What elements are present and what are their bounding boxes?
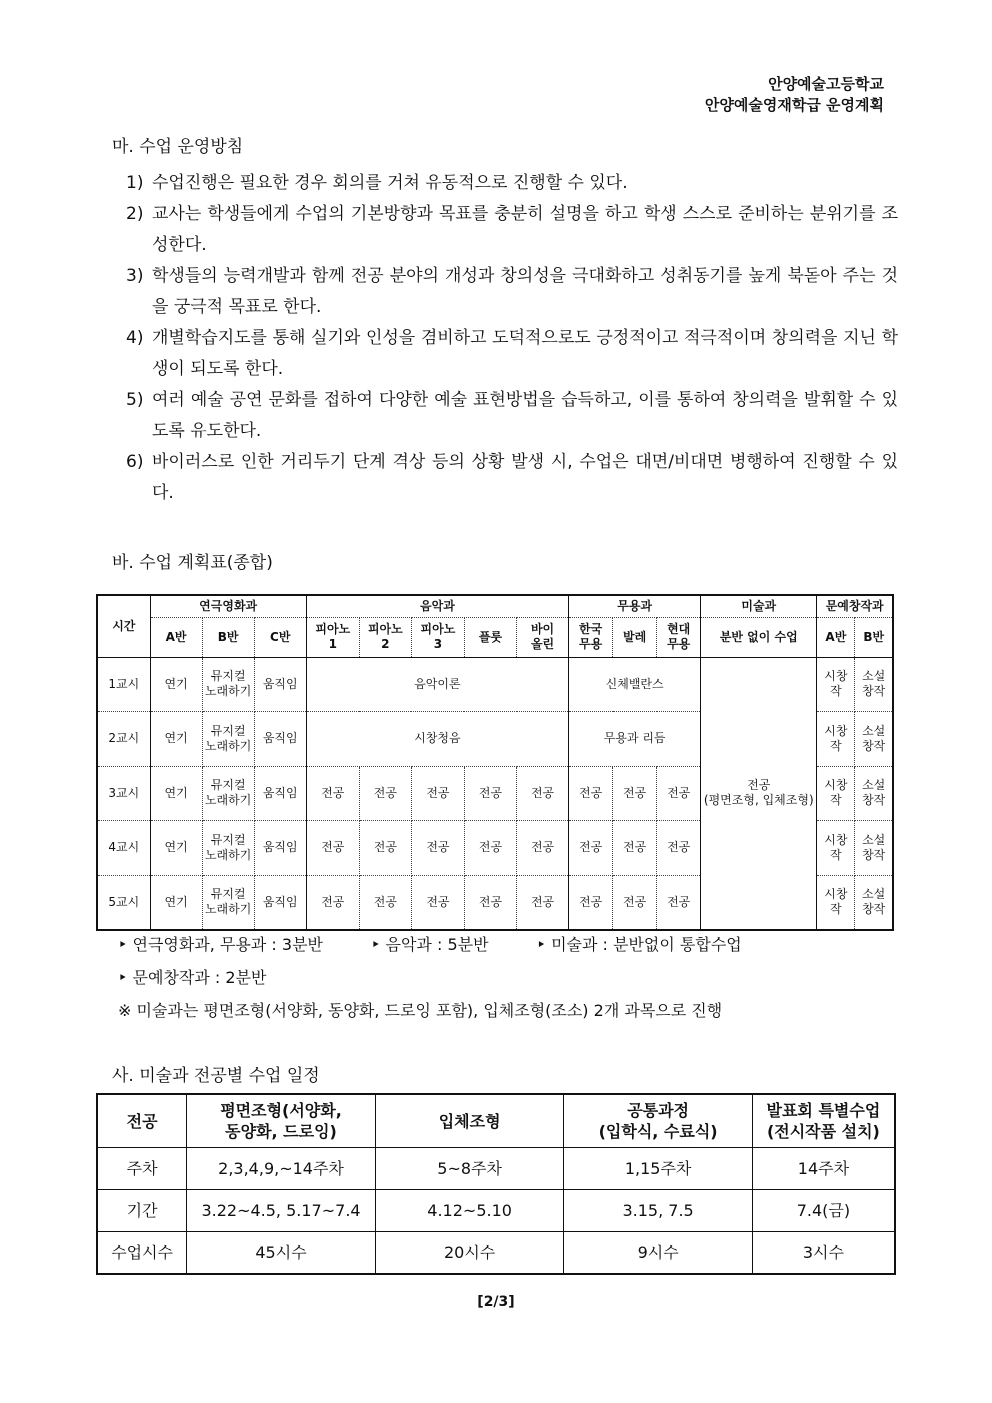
section-ba-title: 바. 수업 계획표(종합) — [112, 553, 273, 573]
art-row — [97, 1190, 895, 1232]
dept-writing: 문예창작과 — [817, 595, 893, 617]
subhead-p2: 피아노 2 — [359, 617, 411, 657]
policy-list — [126, 168, 898, 509]
subhead-p3: 피아노 3 — [411, 617, 464, 657]
cell-poetry: 시창 작 — [817, 875, 855, 930]
art-col-header: 전공 — [97, 1094, 187, 1148]
cell-music-major: 전공 — [306, 875, 359, 930]
art-cell: 3시수 — [752, 1232, 895, 1275]
note-music: ‣ 음악과 : 5분반 — [371, 935, 489, 954]
note-theater-dance: ‣ 연극영화과, 무용과 : 3분반 — [118, 935, 323, 954]
cell-acting: 연기 — [150, 712, 202, 767]
cell-ear-training: 시창청음 — [306, 712, 568, 767]
school-name: 안양예술고등학교 — [768, 75, 884, 93]
cell-poetry: 시창 작 — [817, 657, 855, 712]
cell-musical: 뮤지컬 노래하기 — [202, 657, 254, 712]
art-major-schedule-table — [96, 1093, 896, 1275]
cell-dance-major: 전공 — [657, 766, 701, 821]
policy-item — [126, 261, 898, 323]
policy-number: 6) — [126, 452, 144, 472]
note-art: ‣ 미술과 : 분반없이 통합수업 — [536, 935, 742, 954]
note-art-subjects: ※ 미술과는 평면조형(서양화, 동양화, 드로잉 포함), 입체조형(조소) 2개 과목으로 진행 — [118, 1001, 723, 1020]
period-label: 1교시 — [97, 657, 150, 712]
cell-musical: 뮤지컬 노래하기 — [202, 712, 254, 767]
policy-item — [126, 168, 898, 199]
subhead-a: A반 — [150, 617, 202, 657]
cell-music-major: 전공 — [411, 875, 464, 930]
policy-item — [126, 323, 898, 385]
cell-acting: 연기 — [150, 766, 202, 821]
document-header — [705, 74, 884, 116]
cell-dance-major: 전공 — [657, 821, 701, 876]
subhead-wb: B반 — [855, 617, 893, 657]
dept-music: 음악과 — [306, 595, 568, 617]
art-cell: 3.22~4.5, 5.17~7.4 — [187, 1190, 376, 1232]
subhead-violin: 바이 올린 — [517, 617, 569, 657]
art-col-header: 공통과정 (입학식, 수료식) — [564, 1094, 752, 1148]
cell-music-major: 전공 — [411, 821, 464, 876]
cell-music-major: 전공 — [464, 821, 516, 876]
policy-text: 수업진행은 필요한 경우 회의를 거쳐 유동적으로 진행할 수 있다. — [152, 173, 628, 193]
subhead-p1: 피아노 1 — [306, 617, 359, 657]
cell-musical: 뮤지컬 노래하기 — [202, 821, 254, 876]
cell-musical: 뮤지컬 노래하기 — [202, 766, 254, 821]
cell-movement: 움직임 — [254, 766, 306, 821]
cell-acting: 연기 — [150, 821, 202, 876]
policy-item — [126, 385, 898, 447]
cell-music-major: 전공 — [464, 875, 516, 930]
cell-movement: 움직임 — [254, 875, 306, 930]
art-col-header: 발표회 특별수업 (전시작품 설치) — [752, 1094, 895, 1148]
subhead-flute: 플룻 — [464, 617, 516, 657]
plan-title: 안양예술영재학급 운영계획 — [704, 96, 884, 114]
cell-movement: 움직임 — [254, 657, 306, 712]
art-cell: 3.15, 7.5 — [564, 1190, 752, 1232]
cell-music-major: 전공 — [517, 766, 569, 821]
art-cell: 4.12~5.10 — [375, 1190, 564, 1232]
cell-poetry: 시창 작 — [817, 712, 855, 767]
art-row-label: 주차 — [97, 1148, 187, 1190]
art-row-label: 수업시수 — [97, 1232, 187, 1275]
art-cell: 2,3,4,9,~14주차 — [187, 1148, 376, 1190]
dept-dance: 무용과 — [569, 595, 701, 617]
policy-item — [126, 447, 898, 509]
subhead-modern: 현대 무용 — [657, 617, 701, 657]
schedule-notes — [118, 928, 742, 1027]
cell-music-major: 전공 — [359, 821, 411, 876]
subhead-wa: A반 — [817, 617, 855, 657]
art-row — [97, 1148, 895, 1190]
cell-music-major: 전공 — [306, 821, 359, 876]
period-label: 3교시 — [97, 766, 150, 821]
cell-music-major: 전공 — [517, 875, 569, 930]
period-label: 4교시 — [97, 821, 150, 876]
cell-poetry: 시창 작 — [817, 821, 855, 876]
cell-movement: 움직임 — [254, 712, 306, 767]
cell-dance-major: 전공 — [613, 766, 657, 821]
policy-text: 바이러스로 인한 거리두기 단계 격상 등의 상황 발생 시, 수업은 대면/비대면 병행하여 진행할 수 있다. — [152, 452, 898, 503]
period-label: 2교시 — [97, 712, 150, 767]
subhead-korean-dance: 한국 무용 — [569, 617, 613, 657]
cell-dance-major: 전공 — [613, 875, 657, 930]
cell-novel: 소설 창작 — [855, 875, 893, 930]
period-label: 5교시 — [97, 875, 150, 930]
cell-novel: 소설 창작 — [855, 657, 893, 712]
cell-music-major: 전공 — [306, 766, 359, 821]
cell-dance-rhythm: 무용과 리듬 — [569, 712, 701, 767]
policy-item — [126, 199, 898, 261]
policy-number: 1) — [126, 173, 144, 193]
art-cell: 14주차 — [752, 1148, 895, 1190]
cell-music-major: 전공 — [464, 766, 516, 821]
cell-novel: 소설 창작 — [855, 712, 893, 767]
time-header: 시간 — [97, 595, 150, 657]
cell-novel: 소설 창작 — [855, 821, 893, 876]
policy-number: 2) — [126, 204, 144, 224]
cell-dance-major: 전공 — [613, 821, 657, 876]
subhead-c: C반 — [254, 617, 306, 657]
cell-body-balance: 신체밸란스 — [569, 657, 701, 712]
cell-music-major: 전공 — [359, 875, 411, 930]
art-col-header: 입체조형 — [375, 1094, 564, 1148]
policy-text: 학생들의 능력개발과 함께 전공 분야의 개성과 창의성을 극대화하고 성취동기를 높게 북돋아 주는 것을 궁극적 목표로 한다. — [152, 266, 898, 317]
subhead-b: B반 — [202, 617, 254, 657]
note-writing: ‣ 문예창작과 : 2분반 — [118, 968, 267, 987]
policy-number: 5) — [126, 390, 144, 410]
art-cell: 20시수 — [375, 1232, 564, 1275]
art-col-header: 평면조형(서양화, 동양화, 드로잉) — [187, 1094, 376, 1148]
cell-music-major: 전공 — [359, 766, 411, 821]
subhead-ballet: 발레 — [613, 617, 657, 657]
art-row-label: 기간 — [97, 1190, 187, 1232]
section-sa-title: 사. 미술과 전공별 수업 일정 — [112, 1066, 320, 1086]
cell-dance-major: 전공 — [569, 875, 613, 930]
policy-number: 4) — [126, 328, 144, 348]
cell-music-major: 전공 — [411, 766, 464, 821]
art-cell: 1,15주차 — [564, 1148, 752, 1190]
art-cell: 7.4(금) — [752, 1190, 895, 1232]
cell-acting: 연기 — [150, 657, 202, 712]
cell-musical: 뮤지컬 노래하기 — [202, 875, 254, 930]
cell-music-theory: 음악이론 — [306, 657, 568, 712]
policy-text: 교사는 학생들에게 수업의 기본방향과 목표를 충분히 설명을 하고 학생 스스로 준비하는 분위기를 조성한다. — [152, 204, 898, 255]
cell-music-major: 전공 — [517, 821, 569, 876]
section-ma-title: 마. 수업 운영방침 — [112, 137, 244, 157]
policy-text: 개별학습지도를 통해 실기와 인성을 겸비하고 도덕적으로도 긍정적이고 적극적이며 창의력을 지닌 학생이 되도록 한다. — [152, 328, 898, 379]
art-cell: 45시수 — [187, 1232, 376, 1275]
art-cell: 9시수 — [564, 1232, 752, 1275]
cell-poetry: 시창 작 — [817, 766, 855, 821]
art-cell: 5~8주차 — [375, 1148, 564, 1190]
class-schedule-table — [96, 594, 894, 931]
subhead-art-all: 분반 없이 수업 — [701, 617, 817, 657]
page-number: [2/3] — [477, 1294, 515, 1310]
cell-novel: 소설 창작 — [855, 766, 893, 821]
cell-movement: 움직임 — [254, 821, 306, 876]
cell-dance-major: 전공 — [569, 821, 613, 876]
dept-theater: 연극영화과 — [150, 595, 306, 617]
cell-art-major: 전공 (평면조형, 입체조형) — [701, 657, 817, 930]
policy-text: 여러 예술 공연 문화를 접하여 다양한 예술 표현방법을 습득하고, 이를 통하여 창의력을 발휘할 수 있도록 유도한다. — [152, 390, 898, 441]
cell-dance-major: 전공 — [657, 875, 701, 930]
cell-dance-major: 전공 — [569, 766, 613, 821]
art-row — [97, 1232, 895, 1275]
cell-acting: 연기 — [150, 875, 202, 930]
policy-number: 3) — [126, 266, 144, 286]
dept-art: 미술과 — [701, 595, 817, 617]
